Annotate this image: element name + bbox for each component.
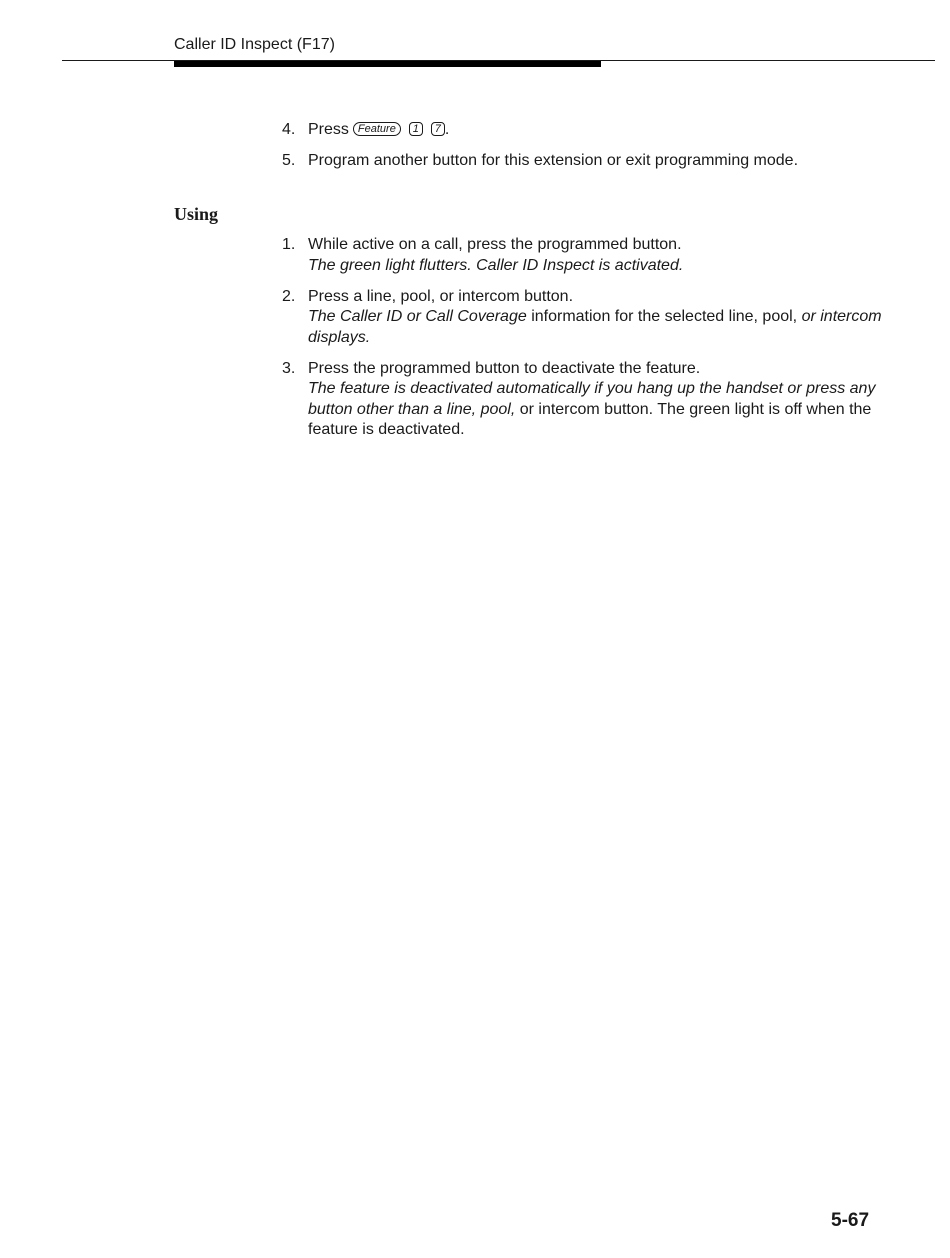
- using-step-3: [282, 359, 882, 441]
- step-text: [308, 120, 882, 141]
- step-number: 4.: [282, 121, 296, 138]
- step-result: [308, 379, 882, 441]
- using-step-1: [282, 235, 882, 276]
- step-instruction: Press a line, pool, or intercom button.: [308, 287, 574, 305]
- programming-step-4: [282, 120, 882, 141]
- result-italic-part-2: or intercom displays.: [308, 308, 882, 346]
- programming-step-5: [282, 151, 882, 172]
- step-number: 2.: [282, 287, 296, 305]
- digit-key-7-icon: 7: [431, 122, 445, 136]
- programming-steps-list: [282, 120, 882, 182]
- step-result: [308, 307, 882, 348]
- step-number: 5.: [282, 152, 296, 169]
- step-number: 3.: [282, 359, 296, 377]
- step-text: Program another button for this extension or exit programming mode.: [308, 152, 799, 169]
- page-number: 5-67: [831, 1210, 870, 1231]
- digit-key-1-icon: 1: [409, 122, 423, 136]
- result-plain-part: or intercom button. The green light is off when the feature is deactivated.: [308, 400, 872, 438]
- step-instruction: Press the programmed button to deactivate the feature.: [308, 359, 701, 377]
- using-step-2: [282, 287, 882, 349]
- step-number: 1.: [282, 236, 296, 253]
- feature-key-icon: Feature: [353, 122, 401, 136]
- result-italic-part: The feature is deactivated automatically if you hang up the handset or press any button other than a line, pool,: [308, 380, 876, 418]
- step-result: The green light flutters. Caller ID Inspect is activated.: [308, 256, 684, 274]
- step-terminator: .: [444, 121, 450, 138]
- step-instruction: While active on a call, press the programmed button.: [308, 236, 682, 253]
- using-steps-list: [282, 235, 882, 451]
- result-plain-part: information for the selected line, pool,: [526, 308, 802, 325]
- using-section-heading: Using: [174, 204, 219, 224]
- result-italic-part-1: The Caller ID or Call Coverage: [308, 308, 527, 325]
- header-bar: [174, 61, 601, 67]
- press-label: Press: [308, 121, 349, 138]
- page-header-title: Caller ID Inspect (F17): [174, 36, 335, 53]
